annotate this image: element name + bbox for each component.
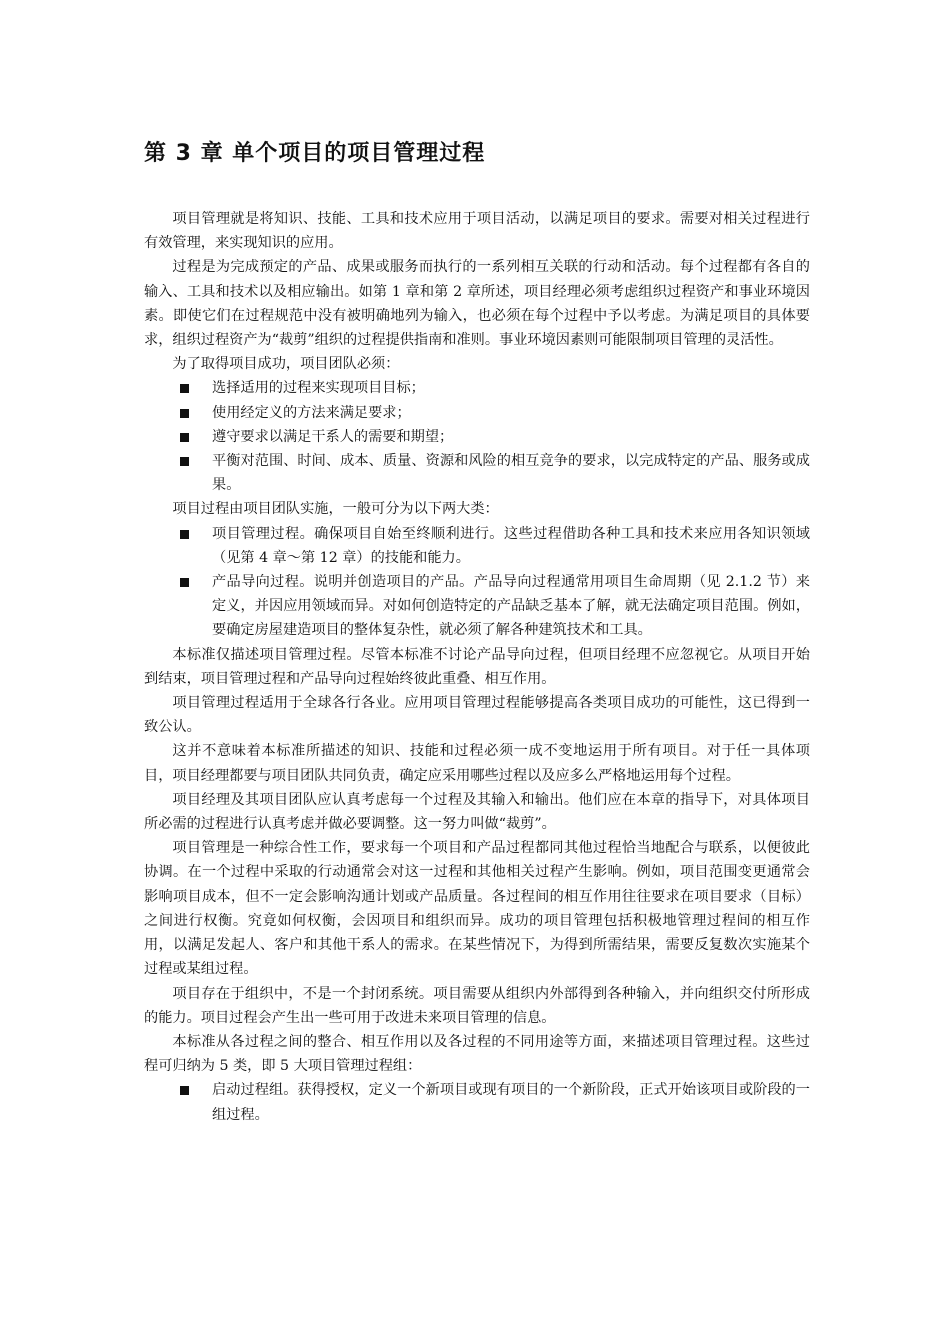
square-bullet-icon — [180, 1086, 189, 1095]
paragraph: 项目管理是一种综合性工作，要求每一个项目和产品过程都同其他过程恰当地配合与联系，以便彼此协调。在一个过程中采取的行动通常会对这一过程和其他相关过程产生影响。例如，项目范围变更通常会影响项目成本，但不一定会影响沟通计划或产品质量。各过程间的相互作用往往要求在项目要求（目标）之间进行权衡。究竟如何权衡，会因项目和组织而异。成功的项目管理包括积极地管理过程间的相互作用，以满足发起人、客户和其他干系人的需求。在某些情况下，为得到所需结果，需要反复数次实施某个过程或某组过程。 — [144, 840, 810, 978]
square-bullet-icon — [180, 409, 189, 418]
paragraph: 过程是为完成预定的产品、成果或服务而执行的一系列相互关联的行动和活动。每个过程都有各自的输入、工具和技术以及相应输出。如第 1 章和第 2 章所述，项目经理必须考虑组织过程资产和事业环境因素。即使它们在过程规范中没有被明确地列为输入，也必须在每个过程中予以考虑。为满足项目的具体要求，组织过程资产为“裁剪”组织的过程提供指南和准则。事业环境因素则可能限制项目管理的灵活性。 — [144, 259, 810, 349]
list-item — [144, 376, 810, 400]
list-item — [144, 401, 810, 425]
bullet-list — [144, 1078, 810, 1126]
chapter-title: 第 3 章 单个项目的项目管理过程 — [144, 141, 486, 166]
list-item-text: 启动过程组。获得授权，定义一个新项目或现有项目的一个新阶段，正式开始该项目或阶段的一组过程。 — [212, 1082, 810, 1123]
list-item — [144, 425, 810, 449]
square-bullet-icon — [180, 530, 189, 539]
paragraph: 项目管理过程适用于全球各行各业。应用项目管理过程能够提高各类项目成功的可能性，这已得到一致公认。 — [144, 695, 810, 736]
bullet-list — [144, 376, 810, 497]
paragraph: 这并不意味着本标准所描述的知识、技能和过程必须一成不变地运用于所有项目。对于任一具体项目，项目经理都要与项目团队共同负责，确定应采用哪些过程以及应多么严格地运用每个过程。 — [144, 743, 810, 784]
list-item-text: 项目管理过程。确保项目自始至终顺利进行。这些过程借助各种工具和技术来应用各知识领域（见第 4 章～第 12 章）的技能和能力。 — [212, 525, 810, 566]
paragraph: 项目存在于组织中，不是一个封闭系统。项目需要从组织内外部得到各种输入，并向组织交付所形成的能力。项目过程会产生出一些可用于改进未来项目管理的信息。 — [144, 985, 810, 1026]
paragraph: 项目经理及其项目团队应认真考虑每一个过程及其输入和输出。他们应在本章的指导下，对具体项目所必需的过程进行认真考虑并做必要调整。这一努力叫做“裁剪”。 — [144, 791, 810, 833]
square-bullet-icon — [180, 384, 189, 393]
square-bullet-icon — [180, 578, 189, 587]
list-item — [144, 449, 810, 497]
list-item-text: 产品导向过程。说明并创造项目的产品。产品导向过程通常用项目生命周期（见 2.1.2 节）来定义，并因应用领域而异。对如何创造特定的产品缺乏基本了解，就无法确定项目范围。例如，要确定房屋建造项目的整体复杂性，就必须了解各种建筑技术和工具。 — [212, 574, 810, 639]
body-text — [144, 207, 810, 1127]
paragraph: 为了取得项目成功，项目团队必须： — [172, 356, 400, 373]
list-item — [144, 570, 810, 643]
paragraph: 本标准从各过程之间的整合、相互作用以及各过程的不同用途等方面，来描述项目管理过程。这些过程可归纳为 5 类，即 5 大项目管理过程组： — [144, 1033, 810, 1075]
paragraph: 本标准仅描述项目管理过程。尽管本标准不讨论产品导向过程，但项目经理不应忽视它。从项目开始到结束，项目管理过程和产品导向过程始终彼此重叠、相互作用。 — [144, 646, 810, 687]
bullet-list — [144, 522, 810, 643]
list-item-text: 使用经定义的方法来满足要求； — [212, 404, 411, 421]
paragraph: 项目过程由项目团队实施，一般可分为以下两大类： — [172, 501, 499, 518]
paragraph: 项目管理就是将知识、技能、工具和技术应用于项目活动，以满足项目的要求。需要对相关过程进行有效管理，来实现知识的应用。 — [144, 211, 810, 252]
list-item — [144, 1078, 810, 1126]
list-item-text: 平衡对范围、时间、成本、质量、资源和风险的相互竞争的要求，以完成特定的产品、服务或成果。 — [212, 453, 810, 494]
list-item — [144, 522, 810, 570]
square-bullet-icon — [180, 457, 189, 466]
square-bullet-icon — [180, 433, 189, 442]
list-item-text: 遵守要求以满足干系人的需要和期望； — [212, 428, 454, 445]
list-item-text: 选择适用的过程来实现项目目标； — [212, 380, 425, 397]
